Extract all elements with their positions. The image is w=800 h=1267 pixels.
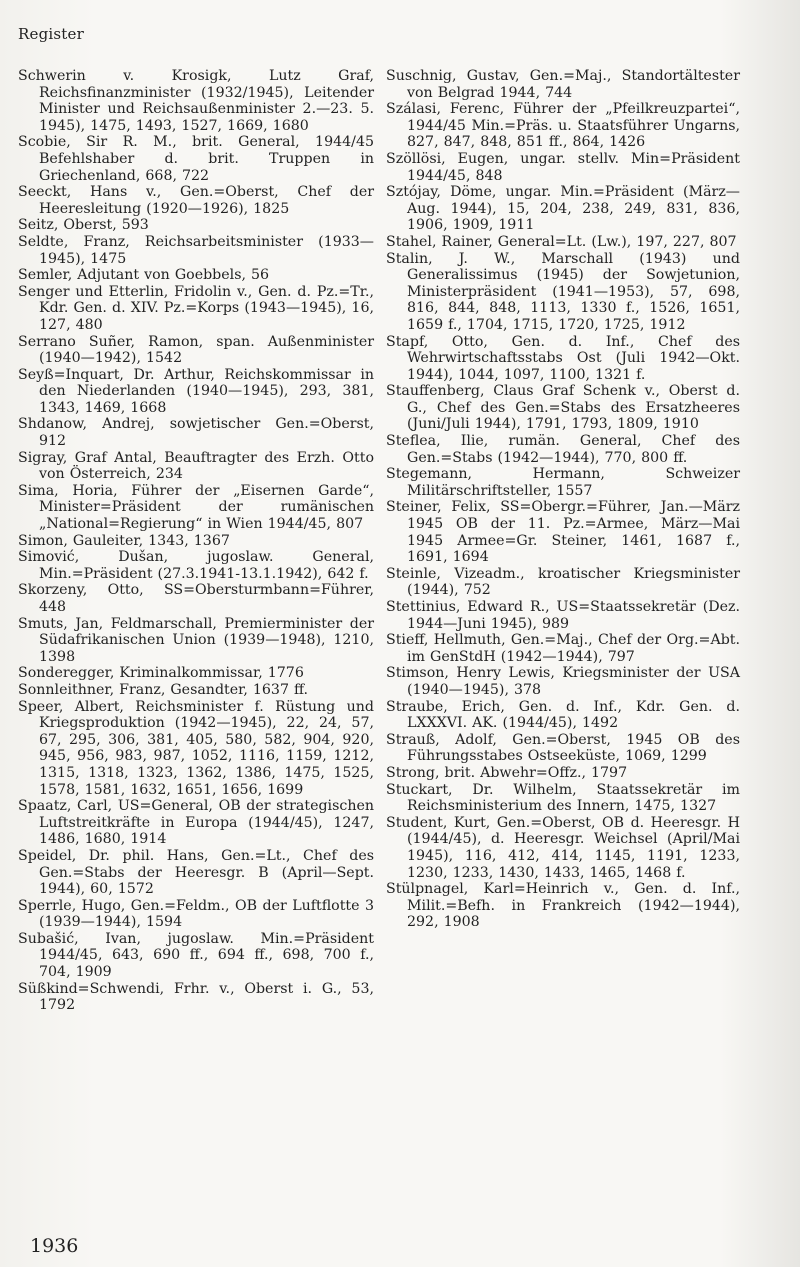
index-entry: Steiner, Felix, SS=Obergr.=Führer, Jan.—März 1945 OB der 11. Pz.=Armee, März—Mai 1945 Armee=Gr. Steiner, 1461, 1687 f., 1691, 1694 xyxy=(386,499,740,566)
index-entry: Sztójay, Döme, ungar. Min.=Präsident (März—Aug. 1944), 15, 204, 238, 249, 831, 836, 1906, 1909, 1911 xyxy=(386,184,740,234)
index-column-left xyxy=(18,68,374,1014)
index-entry: Stuckart, Dr. Wilhelm, Staatssekretär im Reichsministerium des Innern, 1475, 1327 xyxy=(386,781,740,815)
index-entry: Smuts, Jan, Feldmarschall, Premierminister der Südafrikanischen Union (1939—1948), 1210, 1398 xyxy=(18,615,374,665)
index-entry: Sperrle, Hugo, Gen.=Feldm., OB der Luftflotte 3 (1939—1944), 1594 xyxy=(18,897,374,931)
index-entry: Seitz, Oberst, 593 xyxy=(18,217,149,234)
index-entry: Szálasi, Ferenc, Führer der „Pfeilkreuzpartei“, 1944/45 Min.=Präs. u. Staatsführer Ungarns, 827, 847, 848, 851 ff., 864, 1426 xyxy=(386,101,740,151)
index-entry: Sigray, Graf Antal, Beauftragter des Erzh. Otto von Österreich, 234 xyxy=(18,449,374,483)
index-entry: Seyß=Inquart, Dr. Arthur, Reichskommissar in den Niederlanden (1940—1945), 293, 381, 1343, 1469, 1668 xyxy=(18,366,374,416)
index-entry: Strong, brit. Abwehr=Offz., 1797 xyxy=(386,764,628,781)
index-entry: Stieff, Hellmuth, Gen.=Maj., Chef der Org.=Abt. im GenStdH (1942—1944), 797 xyxy=(386,632,740,665)
running-head: Register xyxy=(18,25,84,43)
page-number: 1936 xyxy=(30,1235,79,1257)
index-entry: Student, Kurt, Gen.=Oberst, OB d. Heeresgr. H (1944/45), d. Heeresgr. Weichsel (April/Mai 1945), 116, 412, 414, 1145, 1191, 1233, 1230, 1233, 1430, 1433, 1465, 1468 f. xyxy=(386,814,740,881)
index-entry: Speer, Albert, Reichsminister f. Rüstung und Kriegsproduktion (1942—1945), 22, 24, 57, 67, 295, 306, 381, 405, 580, 582, 904, 920, 945, 956, 983, 987, 1052, 1116, 1159, 1212, 1315, 1318, 1323, 1362, 1386, 1475, 1525, 1578, 1581, 1632, 1651, 1656, 1699 xyxy=(18,698,374,798)
index-entry: Sonderegger, Kriminalkommissar, 1776 xyxy=(18,665,304,682)
index-entry: Szöllösi, Eugen, ungar. stellv. Min=Präsident 1944/45, 848 xyxy=(386,150,740,184)
index-entry: Seldte, Franz, Reichsarbeitsminister (1933—1945), 1475 xyxy=(18,233,374,267)
index-entry: Suschnig, Gustav, Gen.=Maj., Standortältester von Belgrad 1944, 744 xyxy=(386,68,740,101)
index-entry: Speidel, Dr. phil. Hans, Gen.=Lt., Chef des Gen.=Stabs der Heeresgr. B (April—Sept. 1944), 60, 1572 xyxy=(18,847,374,898)
index-entry: Scobie, Sir R. M., brit. General, 1944/45 Befehlshaber d. brit. Truppen in Griechenland, 668, 722 xyxy=(18,134,374,184)
index-entry: Stapf, Otto, Gen. d. Inf., Chef des Wehrwirtschaftsstabs Ost (Juli 1942—Okt. 1944), 1044, 1097, 1100, 1321 f. xyxy=(386,333,740,383)
index-entry: Shdanow, Andrej, sowjetischer Gen.=Oberst, 912 xyxy=(18,416,374,450)
index-entry: Simović, Dušan, jugoslaw. General, Min.=Präsident (27.3.1941-13.1.1942), 642 f. xyxy=(18,549,374,582)
index-entry: Simon, Gauleiter, 1343, 1367 xyxy=(18,532,230,549)
index-entry: Steflea, Ilie, rumän. General, Chef des Gen.=Stabs (1942—1944), 770, 800 ff. xyxy=(386,433,740,466)
index-entry: Straube, Erich, Gen. d. Inf., Kdr. Gen. d. LXXXVI. AK. (1944/45), 1492 xyxy=(386,698,740,732)
index-column-right xyxy=(386,68,740,931)
index-entry: Süßkind=Schwendi, Frhr. v., Oberst i. G., 53, 1792 xyxy=(18,980,374,1014)
index-entry: Seeckt, Hans v., Gen.=Oberst, Chef der Heeresleitung (1920—1926), 1825 xyxy=(18,184,374,217)
index-entry: Steinle, Vizeadm., kroatischer Kriegsminister (1944), 752 xyxy=(386,565,740,599)
index-entry: Skorzeny, Otto, SS=Obersturmbann=Führer, 448 xyxy=(18,582,374,615)
index-entry: Stauffenberg, Claus Graf Schenk v., Oberst d. G., Chef des Gen.=Stabs des Ersatzheeres (Juni/Juli 1944), 1791, 1793, 1809, 1910 xyxy=(386,383,740,433)
index-entry: Stimson, Henry Lewis, Kriegsminister der USA (1940—1945), 378 xyxy=(386,665,740,698)
index-entry: Stahel, Rainer, General=Lt. (Lw.), 197, 227, 807 xyxy=(386,233,737,250)
index-entry: Spaatz, Carl, US=General, OB der strategischen Luftstreitkräfte in Europa (1944/45), 1247, 1486, 1680, 1914 xyxy=(18,798,374,848)
index-entry: Stettinius, Edward R., US=Staatssekretär (Dez. 1944—Juni 1945), 989 xyxy=(386,599,740,632)
index-entry: Senger und Etterlin, Fridolin v., Gen. d. Pz.=Tr., Kdr. Gen. d. XIV. Pz.=Korps (1943—1945), 16, 127, 480 xyxy=(18,283,374,333)
index-entry: Strauß, Adolf, Gen.=Oberst, 1945 OB des Führungsstabes Ostseeküste, 1069, 1299 xyxy=(386,731,740,765)
index-entry: Serrano Suñer, Ramon, span. Außenminister (1940—1942), 1542 xyxy=(18,333,374,367)
index-entry: Stülpnagel, Karl=Heinrich v., Gen. d. Inf., Milit.=Befh. in Frankreich (1942—1944), 292, 1908 xyxy=(386,881,740,931)
index-entry: Semler, Adjutant von Goebbels, 56 xyxy=(18,267,270,284)
index-entry: Stalin, J. W., Marschall (1943) und Generalissimus (1945) der Sowjetunion, Ministerpräsident (1941—1953), 57, 698, 816, 844, 848, 1113, 1330 f., 1526, 1651, 1659 f., 1704, 1715, 1720, 1725, 1912 xyxy=(386,250,740,333)
index-entry: Sonnleithner, Franz, Gesandter, 1637 ff. xyxy=(18,681,309,698)
index-entry: Sima, Horia, Führer der „Eisernen Garde“, Minister=Präsident der rumänischen „National=Regierung“ in Wien 1944/45, 807 xyxy=(18,482,374,533)
index-entry: Schwerin v. Krosigk, Lutz Graf, Reichsfinanzminister (1932/1945), Leitender Minister und Reichsaußenminister 2.—23. 5. 1945), 1475, 1493, 1527, 1669, 1680 xyxy=(18,68,374,134)
index-entry: Subašić, Ivan, jugoslaw. Min.=Präsident 1944/45, 643, 690 ff., 694 ff., 698, 700 f., 704, 1909 xyxy=(18,930,374,981)
index-entry: Stegemann, Hermann, Schweizer Militärschriftsteller, 1557 xyxy=(386,466,740,499)
